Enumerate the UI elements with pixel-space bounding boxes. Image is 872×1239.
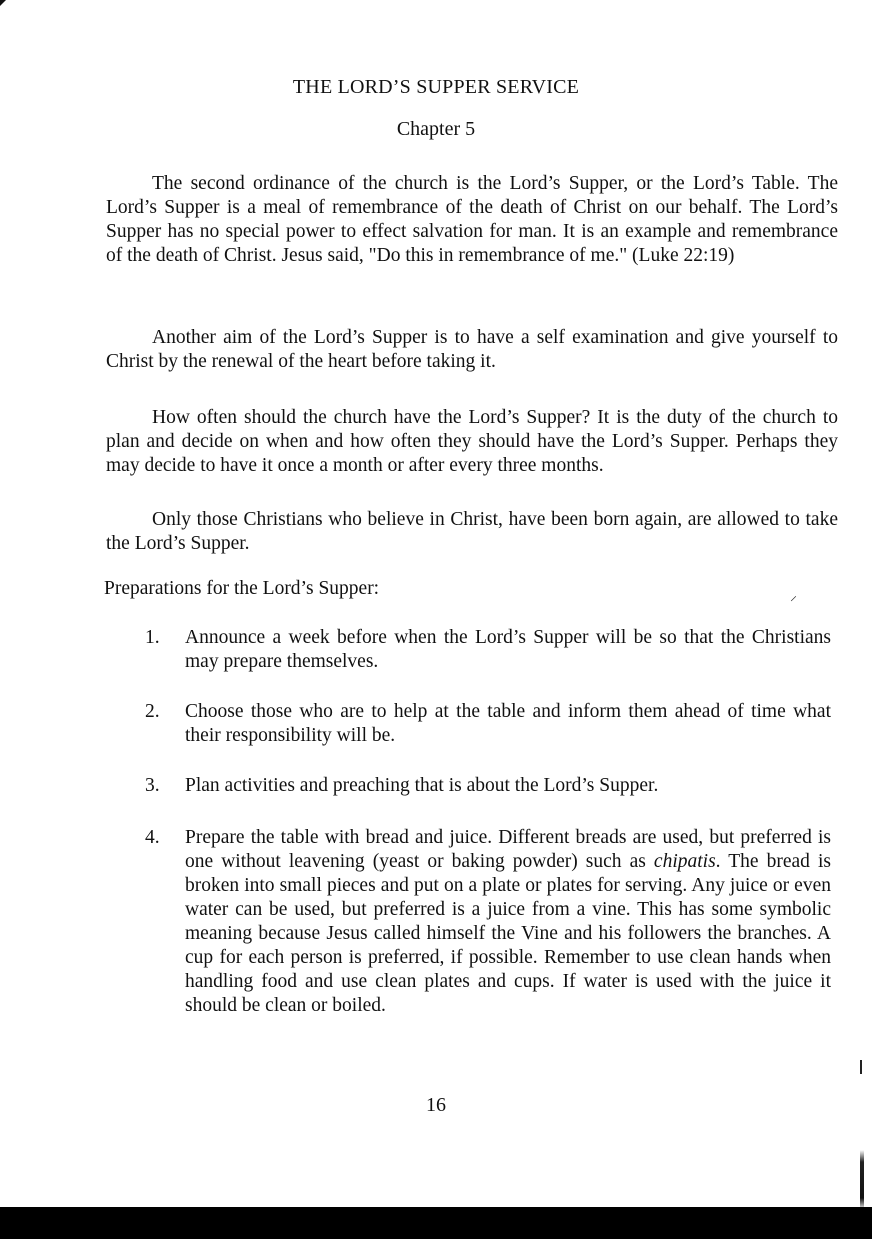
list-item-number: 3. bbox=[145, 775, 160, 796]
scan-corner-mark bbox=[0, 0, 6, 6]
list-item-text: Plan activities and preaching that is about the Lord’s Supper. bbox=[185, 775, 659, 796]
list-item-italic-term: chipatis bbox=[653, 851, 716, 872]
list-item-text bbox=[185, 826, 831, 1018]
paragraph-4 bbox=[106, 508, 838, 556]
chapter-label: Chapter 5 bbox=[396, 118, 476, 140]
paragraph-4-text: Only those Christians who believe in Christ, have been born again, are allowed to take the Lord’s Supper. bbox=[106, 509, 838, 554]
list-item-number: 2. bbox=[145, 701, 160, 722]
paragraph-1-text: The second ordinance of the church is the Lord’s Supper, or the Lord’s Table. The Lord’s Supper is a meal of remembrance of the death of Christ on our behalf. The Lord’s Supper has no special power to effect salvation for man. It is an example and remembrance of the death of Christ. Jesus said, "Do this in remembrance of me." (Luke 22:19) bbox=[106, 173, 838, 266]
list-item-number: 4. bbox=[145, 827, 160, 848]
paragraph-2-text: Another aim of the Lord’s Supper is to have a self examination and give yourself to Christ by the renewal of the heart before taking it. bbox=[106, 327, 838, 372]
page-number: 16 bbox=[426, 1094, 446, 1116]
paragraph-2 bbox=[106, 326, 838, 374]
page-title: THE LORD’S SUPPER SERVICE bbox=[292, 76, 580, 98]
list-item-text: Choose those who are to help at the table and inform them ahead of time what their responsibility will be. bbox=[185, 701, 831, 746]
paragraph-3-text: How often should the church have the Lord’s Supper? It is the duty of the church to plan and decide on when and how often they should have the Lord’s Supper. Perhaps they may decide to have it once a month or after every three months. bbox=[106, 407, 838, 476]
scan-artifact bbox=[860, 1060, 862, 1074]
paragraph-3 bbox=[106, 406, 838, 478]
preparations-heading: Preparations for the Lord’s Supper: bbox=[104, 578, 380, 599]
list-item-number: 1. bbox=[145, 627, 160, 648]
paragraph-1 bbox=[106, 172, 838, 268]
list-item-text-part: Prepare the table with bread and juice. Different breads are used, but preferred is one without leavening (yeast or baking powder) such as bbox=[185, 827, 831, 872]
scan-bottom-border bbox=[0, 1207, 872, 1239]
list-item-text-part: . The bread is broken into small pieces and put on a plate or plates for serving. Any juice or even water can be used, but preferred is a juice from a vine. This has some symbolic meaning because Jesus called himself the Vine and his followers the branches. A cup for each person is preferred, if possible. Remember to use clean hands when handling food and use clean plates and cups. If water is used with the juice it should be clean or boiled. bbox=[185, 851, 831, 1016]
stray-mark: ⸍ bbox=[790, 595, 797, 610]
list-item-text: Announce a week before when the Lord’s Supper will be so that the Christians may prepare themselves. bbox=[185, 627, 831, 672]
scan-artifact bbox=[860, 1150, 864, 1210]
